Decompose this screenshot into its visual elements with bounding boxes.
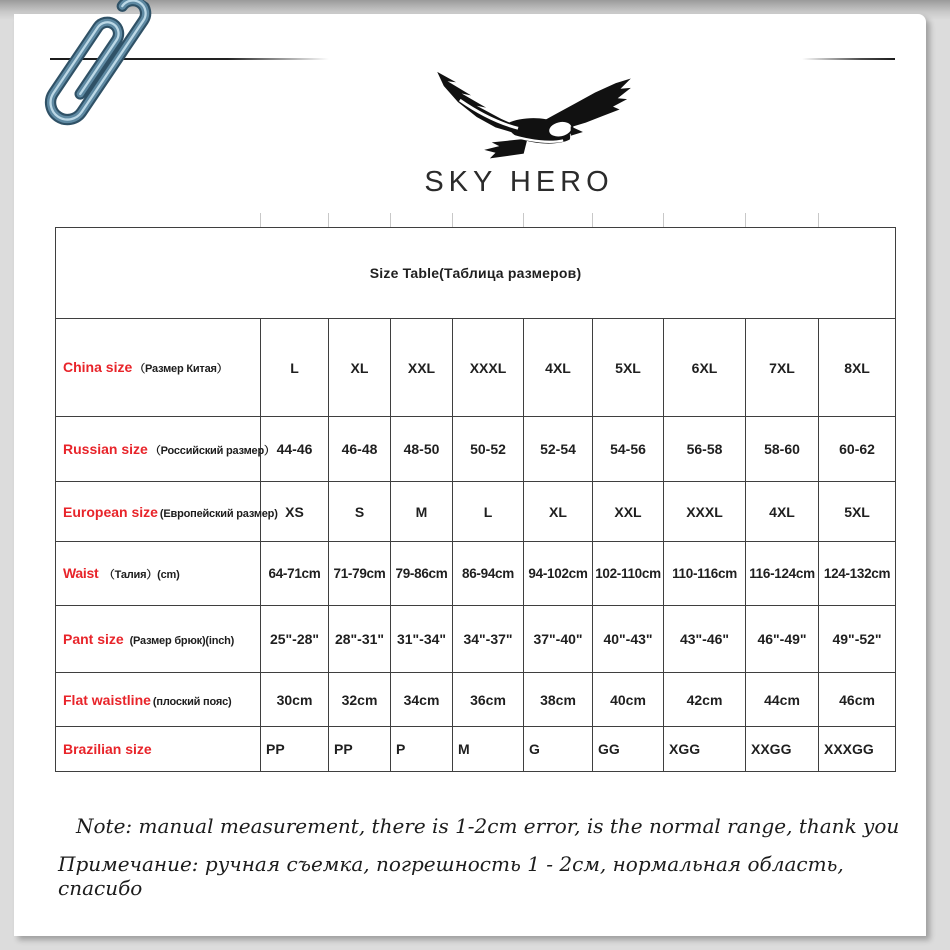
note-english: Note: manual measurement, there is 1-2cm error, is the normal range, thank you [76, 814, 900, 838]
size-cell: XXL [391, 319, 453, 417]
column-tick [818, 213, 819, 227]
size-cell: 116-124cm [746, 542, 819, 606]
size-cell: 30cm [261, 673, 329, 727]
row-label [56, 673, 261, 727]
table-row-brazilian-size [56, 727, 896, 772]
size-cell: 4XL [746, 482, 819, 542]
size-cell: 38cm [524, 673, 593, 727]
size-cell: PP [261, 727, 329, 772]
row-label-text: Pant size [63, 631, 124, 647]
size-cell: 46cm [819, 673, 896, 727]
note-russian: Примечание: ручная съемка, погрешность 1 - 2см, нормальная область, спасибо [58, 852, 844, 900]
size-cell: PP [329, 727, 391, 772]
eagle-logo-icon [395, 70, 643, 164]
size-cell: 37"-40" [524, 606, 593, 673]
brand-logo-block [395, 70, 643, 199]
table-row-european-size [56, 482, 896, 542]
size-cell: 46-48 [329, 417, 391, 482]
row-sublabel-text: （Российский размер） [149, 444, 275, 457]
row-label [56, 727, 261, 772]
size-cell: 44cm [746, 673, 819, 727]
row-sublabel-text: (плоский пояс) [152, 695, 232, 708]
table-row-russian-size [56, 417, 896, 482]
size-cell: 6XL [664, 319, 746, 417]
row-label [56, 542, 261, 606]
size-cell: XS [261, 482, 329, 542]
size-cell: G [524, 727, 593, 772]
size-cell: XXL [593, 482, 664, 542]
row-label [56, 606, 261, 673]
size-cell: 43"-46" [664, 606, 746, 673]
size-cell: L [261, 319, 329, 417]
row-label [56, 482, 278, 542]
row-label [56, 319, 261, 417]
size-cell: 79-86cm [391, 542, 453, 606]
row-sublabel-text: (Европейский размер) [159, 507, 278, 520]
size-cell: 50-52 [453, 417, 524, 482]
size-cell: 42cm [664, 673, 746, 727]
size-cell: 102-110cm [593, 542, 664, 606]
table-row-waist [56, 542, 896, 606]
row-label-text: European size [63, 503, 158, 520]
paperclip-icon [0, 0, 190, 172]
size-cell: XL [329, 319, 391, 417]
size-cell: 124-132cm [819, 542, 896, 606]
size-cell: XL [524, 482, 593, 542]
size-cell: XGG [664, 727, 746, 772]
column-tick [328, 213, 329, 227]
size-cell: 25"-28" [261, 606, 329, 673]
table-title-row [56, 228, 896, 319]
decorative-rule [50, 58, 895, 60]
row-label-text: Brazilian size [63, 741, 152, 757]
size-cell: 86-94cm [453, 542, 524, 606]
paper-card [14, 14, 926, 936]
size-cell: 44-46 [261, 417, 329, 482]
size-cell: 48-50 [391, 417, 453, 482]
size-cell: M [391, 482, 453, 542]
column-tick [745, 213, 746, 227]
size-cell: 71-79cm [329, 542, 391, 606]
size-cell: XXGG [746, 727, 819, 772]
row-sublabel-text: （Размер Китая） [134, 363, 228, 375]
size-cell: 34"-37" [453, 606, 524, 673]
column-tick [523, 213, 524, 227]
row-label-text: Flat waistline [63, 691, 151, 708]
table-row-china-size [56, 319, 896, 417]
size-cell: 34cm [391, 673, 453, 727]
table-title: Size Table(Таблица размеров) [56, 228, 896, 319]
size-cell: 60-62 [819, 417, 896, 482]
size-cell: 110-116cm [664, 542, 746, 606]
size-cell: 7XL [746, 319, 819, 417]
size-cell: 5XL [593, 319, 664, 417]
size-cell: P [391, 727, 453, 772]
row-label-text: Waist [63, 565, 99, 581]
size-cell: L [453, 482, 524, 542]
row-sublabel-text: （Талия）(cm) [103, 569, 180, 581]
brand-name: SKY HERO [424, 166, 614, 198]
size-cell: 54-56 [593, 417, 664, 482]
size-cell: 64-71cm [261, 542, 329, 606]
size-cell: 32cm [329, 673, 391, 727]
size-cell: 36cm [453, 673, 524, 727]
table-row-flat-waistline [56, 673, 896, 727]
row-label-text: China size [63, 359, 133, 375]
size-cell: M [453, 727, 524, 772]
size-cell: 52-54 [524, 417, 593, 482]
row-label-text: Russian size [63, 440, 148, 457]
column-tick [592, 213, 593, 227]
size-cell: 40cm [593, 673, 664, 727]
size-cell: GG [593, 727, 664, 772]
size-cell: S [329, 482, 391, 542]
column-tick [260, 213, 261, 227]
size-cell: XXXL [664, 482, 746, 542]
size-cell: 4XL [524, 319, 593, 417]
size-cell: 46"-49" [746, 606, 819, 673]
column-tick [390, 213, 391, 227]
row-label [56, 417, 275, 482]
size-cell: 28"-31" [329, 606, 391, 673]
size-cell: 31"-34" [391, 606, 453, 673]
column-tick [452, 213, 453, 227]
row-sublabel-text: (Размер брюк)(inch) [129, 635, 235, 647]
column-tick [663, 213, 664, 227]
size-cell: 94-102cm [524, 542, 593, 606]
size-cell: 56-58 [664, 417, 746, 482]
size-cell: 8XL [819, 319, 896, 417]
size-cell: 49"-52" [819, 606, 896, 673]
size-cell: 40"-43" [593, 606, 664, 673]
size-cell: XXXL [453, 319, 524, 417]
size-cell: XXXGG [819, 727, 896, 772]
table-row-pant-size [56, 606, 896, 673]
size-cell: 58-60 [746, 417, 819, 482]
size-cell: 5XL [819, 482, 896, 542]
size-table [55, 227, 896, 772]
